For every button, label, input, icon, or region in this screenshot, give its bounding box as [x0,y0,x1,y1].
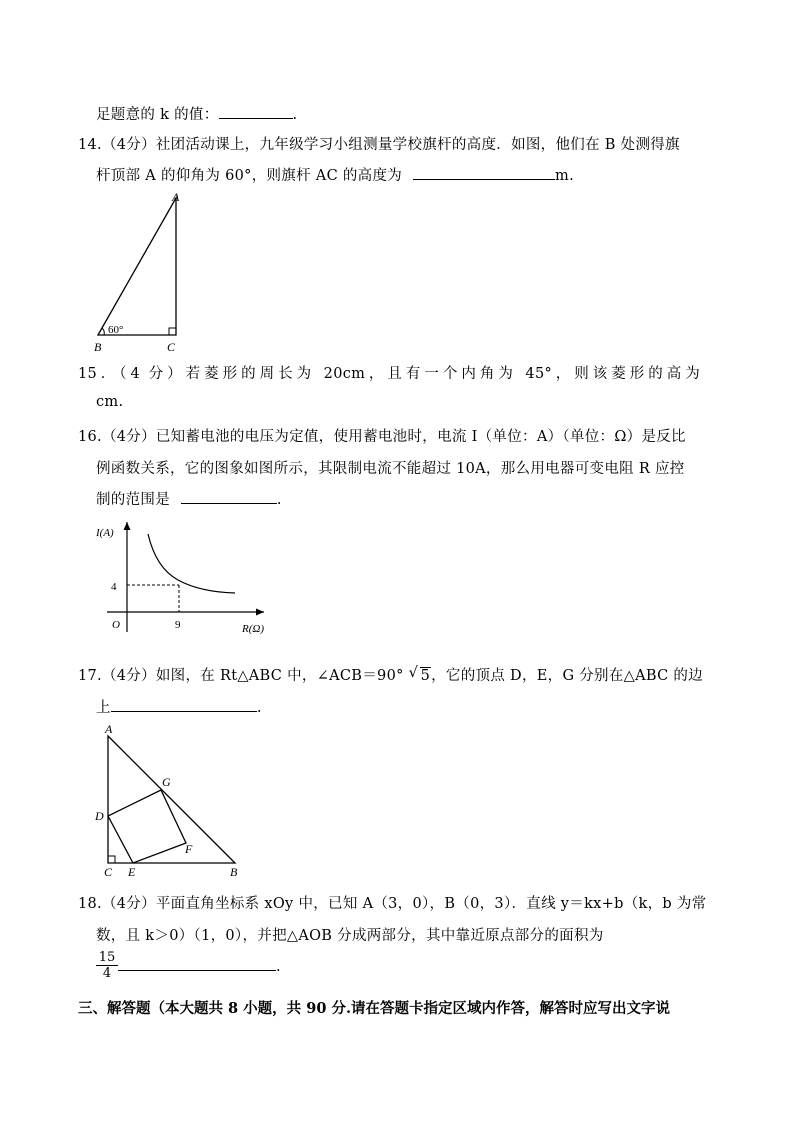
q14-label-a: A [172,190,180,204]
q16-x-tick-label: 9 [175,619,181,631]
q17-label-a: A [105,722,113,736]
q17-right-angle-mark [108,856,115,863]
q14-triangle [98,198,176,335]
q16-x-arrow [256,609,264,616]
q17-line1 [78,664,703,685]
q14-triangle-figure [88,188,198,356]
q17-triangle-figure [90,720,250,880]
q17-label-g: G [162,775,171,789]
q18-fraction-denominator: 4 [102,966,112,981]
q17-square-defg [108,790,186,863]
q14-line2 [96,164,574,185]
q14-label-b: B [94,340,102,354]
q16-answer-blank[interactable] [181,489,277,504]
q16-y-tick-label: 4 [111,581,117,593]
q14-unit: m. [555,168,574,184]
q13-answer-blank[interactable] [219,104,293,119]
q14-angle-arc [102,328,104,335]
q16-line1: 16.（4分）已知蓄电池的电压为定值，使用蓄电池时，电流 I（单位：A）（单位：Ω）是反比 [78,429,686,445]
q17-label-b: B [230,865,238,879]
q16-y-arrow [124,522,131,530]
q15-line1: 15．（4 分）若菱形的周长为 20cm，且有一个内角为 45°，则该菱形的高为 [78,366,700,382]
q17-line1-a: 17.（4分）如图，在 Rt△ABC 中，∠ACB＝90° [78,668,404,684]
q17-line2-text: 上 [96,700,111,716]
q14-label-c: C [167,340,176,354]
q17-answer-blank[interactable] [111,697,257,712]
q18-line2: 数，且 k＞0）（1，0），并把△AOB 分成两部分，其中靠近原点部分的面积为 [96,928,604,944]
q16-line2: 例函数关系，它的图象如图所示，其限制电流不能超过 10A，那么用电器可变电阻 R 应控 [96,461,685,477]
q16-graph [92,520,282,642]
q17-triangle-abc [108,736,235,863]
q17-line1-b: ，它的顶点 D，E，G 分别在△ABC 的边 [431,668,703,684]
q14-answer-blank[interactable] [413,165,555,180]
q17-line2 [96,696,262,717]
q18-line1: 18.（4分）平面直角坐标系 xOy 中，已知 A（3，0），B（0，3）．直线 y＝kx+b（k，b 为常 [78,896,707,912]
q16-line3-text: 制的范围是 [96,492,170,508]
q18-end: . [276,959,281,975]
q17-label-c: C [104,865,113,879]
q17-sqrt: √ 5 [408,665,431,684]
q17-label-d: D [95,809,104,823]
q14-line2-text: 杆顶部 A 的仰角为 60°，则旗杆 AC 的高度为 [96,168,403,184]
q16-line3 [96,488,282,509]
q13-tail [96,103,297,124]
q18-answer-line [118,956,281,975]
q18-fraction-numerator: 15 [96,950,118,966]
q16-curve [148,534,235,593]
q16-x-axis-label: R(Ω) [242,623,264,635]
q14-angle-label: 60° [108,324,124,336]
q17-label-e: E [128,865,136,879]
q17-label-f: F [185,842,193,856]
q15-line2: cm. [96,394,124,410]
section3-heading: 三、解答题（本大题共 8 小题，共 90 分.请在答题卡指定区域内作答，解答时应写出文字说 [78,1000,671,1017]
q16-origin-label: O [112,619,120,631]
q18-fraction [96,950,118,982]
q17-end: . [256,700,262,716]
q16-y-axis-label: I(A) [96,527,114,539]
q13-tail-text: 足题意的 k 的值： [96,107,219,123]
q14-right-angle-mark [169,328,176,335]
q14-line1: 14.（4分）社团活动课上，九年级学习小组测量学校旗杆的高度．如图，他们在 B 处测得旗 [78,137,680,153]
q17-sqrt-value: 5 [420,668,431,684]
q18-answer-blank[interactable] [118,956,276,971]
q16-end: . [276,492,282,508]
q13-end: . [292,107,298,123]
